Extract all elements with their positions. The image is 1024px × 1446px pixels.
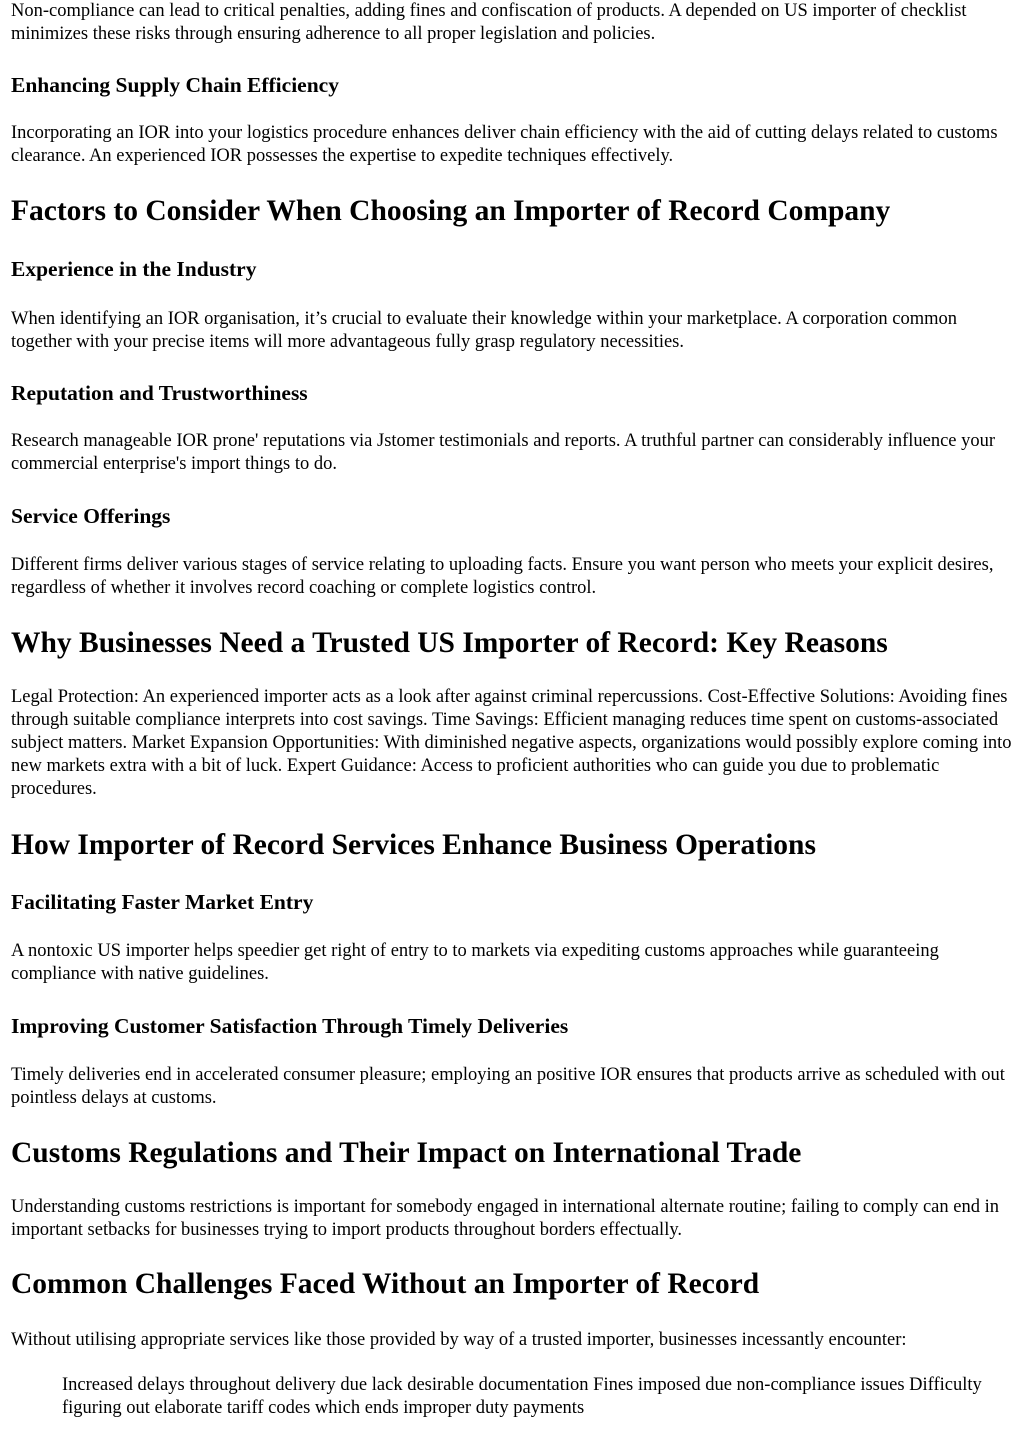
paragraph-challenges: Without utilising appropriate services like those provided by way of a trusted importer, businesses incessantly encounter: — [11, 1330, 907, 1350]
heading-satisfaction: Improving Customer Satisfaction Through Timely Deliveries — [11, 1014, 569, 1038]
paragraph-satisfaction: Timely deliveries end in accelerated consumer pleasure; employing an positive IOR ensures that products arrive as scheduled with out pointless delays at customs. — [11, 1065, 1005, 1108]
heading-challenges: Common Challenges Faced Without an Importer of Record — [11, 1268, 760, 1300]
heading-customs: Customs Regulations and Their Impact on International Trade — [11, 1137, 802, 1169]
paragraph-noncompliance: Non-compliance can lead to critical penalties, adding fines and confiscation of products. A depended on US importer of checklist minimizes these risks through ensuring adherence to all proper legislation and policies. — [11, 1, 967, 44]
heading-service: Service Offerings — [11, 504, 171, 528]
paragraph-service: Different firms deliver various stages of service relating to uploading facts. Ensure you want person who meets your explicit desires, regardless of whether it involves record coaching or complete logistics control. — [11, 555, 994, 598]
heading-why: Why Businesses Need a Trusted US Importer of Record: Key Reasons — [11, 627, 888, 659]
heading-experience: Experience in the Industry — [11, 257, 257, 281]
paragraph-why: Legal Protection: An experienced importer acts as a look after against criminal repercussions. Cost-Effective Solutions: Avoiding fines through suitable compliance interprets into cost savings. Time Savings: Efficient managing reduces time spent on customs-associated subject matters. Market Expansion Opportunities: With diminished negative aspects, organizations would possibly explore coming into new markets extra with a bit of luck. Expert Guidance: Access to proficient authorities who can guide you due to problematic procedures. — [11, 687, 1012, 799]
paragraph-faster: A nontoxic US importer helps speedier get right of entry to to markets via expediting customs approaches while guaranteeing compliance with native guidelines. — [11, 941, 939, 984]
heading-reputation: Reputation and Trustworthiness — [11, 381, 308, 405]
list-challenges: Increased delays throughout delivery due lack desirable documentation Fines imposed due non-compliance issues Difficulty figuring out elaborate tariff codes which ends improper duty payments — [62, 1375, 982, 1418]
paragraph-reputation: Research manageable IOR prone' reputations via Jstomer testimonials and reports. A truthful partner can considerably influence your commercial enterprise's import things to do. — [11, 431, 996, 474]
heading-faster: Facilitating Faster Market Entry — [11, 890, 314, 914]
paragraph-experience: When identifying an IOR organisation, it’s crucial to evaluate their knowledge within your marketplace. A corporation common together with your precise items will more advantageous fully grasp regulatory necessities. — [11, 309, 957, 352]
heading-factors: Factors to Consider When Choosing an Importer of Record Company — [11, 195, 891, 227]
paragraph-supply-chain: Incorporating an IOR into your logistics procedure enhances deliver chain efficiency with the aid of cutting delays related to customs clearance. An experienced IOR possesses the expertise to expedite techniques effectively. — [11, 123, 998, 166]
heading-how: How Importer of Record Services Enhance Business Operations — [11, 829, 816, 861]
paragraph-customs: Understanding customs restrictions is important for somebody engaged in international alternate routine; failing to comply can end in important setbacks for businesses trying to import products throughout borders effectually. — [11, 1197, 999, 1240]
heading-supply-chain: Enhancing Supply Chain Efficiency — [11, 73, 339, 97]
